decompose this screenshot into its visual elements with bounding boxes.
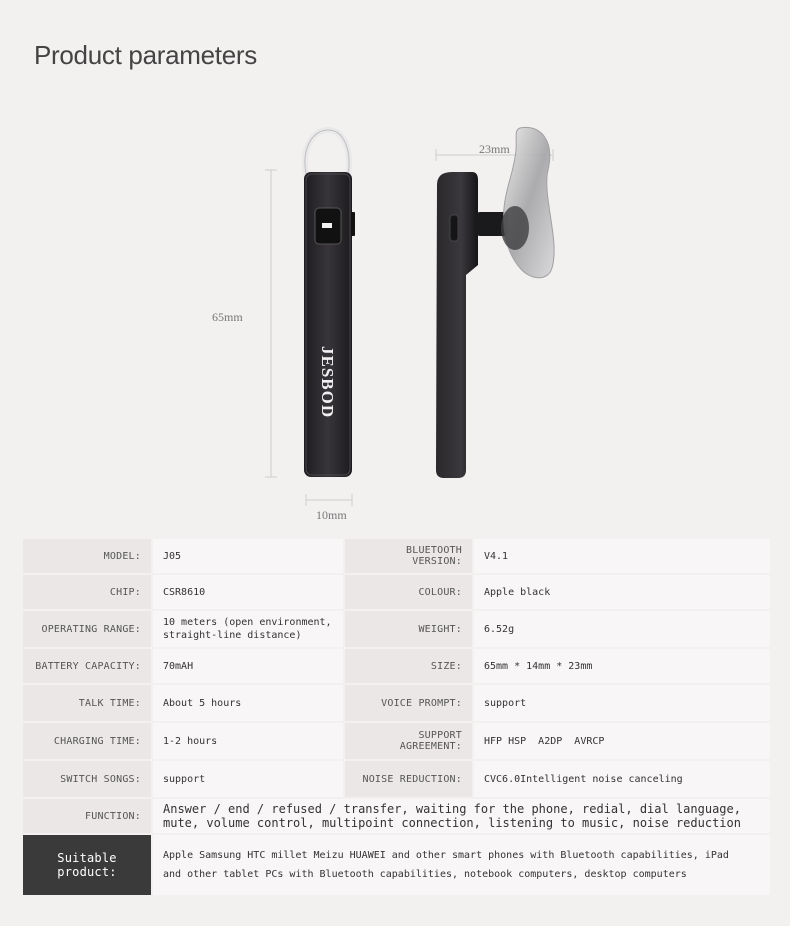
spec-label: NOISE REDUCTION: [345, 761, 474, 799]
spec-value: 10 meters (open environment, straight-line distance) [153, 611, 345, 649]
spec-label: COLOUR: [345, 575, 474, 611]
table-row [23, 723, 770, 761]
table-row [23, 685, 770, 723]
spec-value: Apple black [474, 575, 770, 611]
suitable-row [23, 835, 770, 895]
spec-value: CVC6.0Intelligent noise canceling [474, 761, 770, 799]
table-row [23, 611, 770, 649]
function-row [23, 799, 770, 835]
spec-label: BLUETOOTH VERSION: [345, 539, 474, 575]
suitable-line-2: and other tablet PCs with Bluetooth capabilities, notebook computers, desktop computers [163, 869, 687, 880]
specs-table [23, 539, 770, 895]
ear-tip [504, 127, 555, 277]
table-row [23, 649, 770, 685]
spec-value: V4.1 [474, 539, 770, 575]
function-value: Answer / end / refused / transfer, waiting for the phone, redial, dial language, mute, volume control, multipoint connection, listening to music, noise reduction [153, 799, 770, 835]
spec-value: 70mAH [153, 649, 345, 685]
suitable-line-1: Apple Samsung HTC millet Meizu HUAWEI and other smart phones with Bluetooth capabilities, iPad [163, 850, 729, 861]
spec-value: 65mm * 14mm * 23mm [474, 649, 770, 685]
height-dimension-label: 65mm [212, 310, 243, 324]
spec-label: MODEL: [23, 539, 153, 575]
spec-label: SUPPORT AGREEMENT: [345, 723, 474, 761]
spec-label: SIZE: [345, 649, 474, 685]
spec-label: OPERATING RANGE: [23, 611, 153, 649]
table-row [23, 761, 770, 799]
suitable-product-value [153, 835, 770, 895]
spec-label: BATTERY CAPACITY: [23, 649, 153, 685]
spec-label: WEIGHT: [345, 611, 474, 649]
spec-value: J05 [153, 539, 345, 575]
width-dimension-label: 10mm [316, 508, 347, 522]
spec-label: CHARGING TIME: [23, 723, 153, 761]
spec-label: TALK TIME: [23, 685, 153, 723]
height-dimension-line [265, 170, 277, 477]
spec-value: 6.52g [474, 611, 770, 649]
spec-label: VOICE PROMPT: [345, 685, 474, 723]
spec-label: CHIP: [23, 575, 153, 611]
table-row [23, 539, 770, 575]
spec-value: 1-2 hours [153, 723, 345, 761]
spec-value: support [474, 685, 770, 723]
table-row [23, 575, 770, 611]
brand-logo: JESBOD [318, 346, 337, 419]
spec-value: support [153, 761, 345, 799]
width-dimension-line [306, 494, 352, 506]
suitable-product-label: Suitable product: [23, 835, 153, 895]
spec-label: SWITCH SONGS: [23, 761, 153, 799]
spec-value: HFP HSP A2DP AVRCP [474, 723, 770, 761]
depth-dimension-label: 23mm [479, 142, 510, 156]
spec-value: CSR8610 [153, 575, 345, 611]
function-label: FUNCTION: [23, 799, 153, 835]
page-title: Product parameters [34, 40, 257, 70]
spec-value: About 5 hours [153, 685, 345, 723]
